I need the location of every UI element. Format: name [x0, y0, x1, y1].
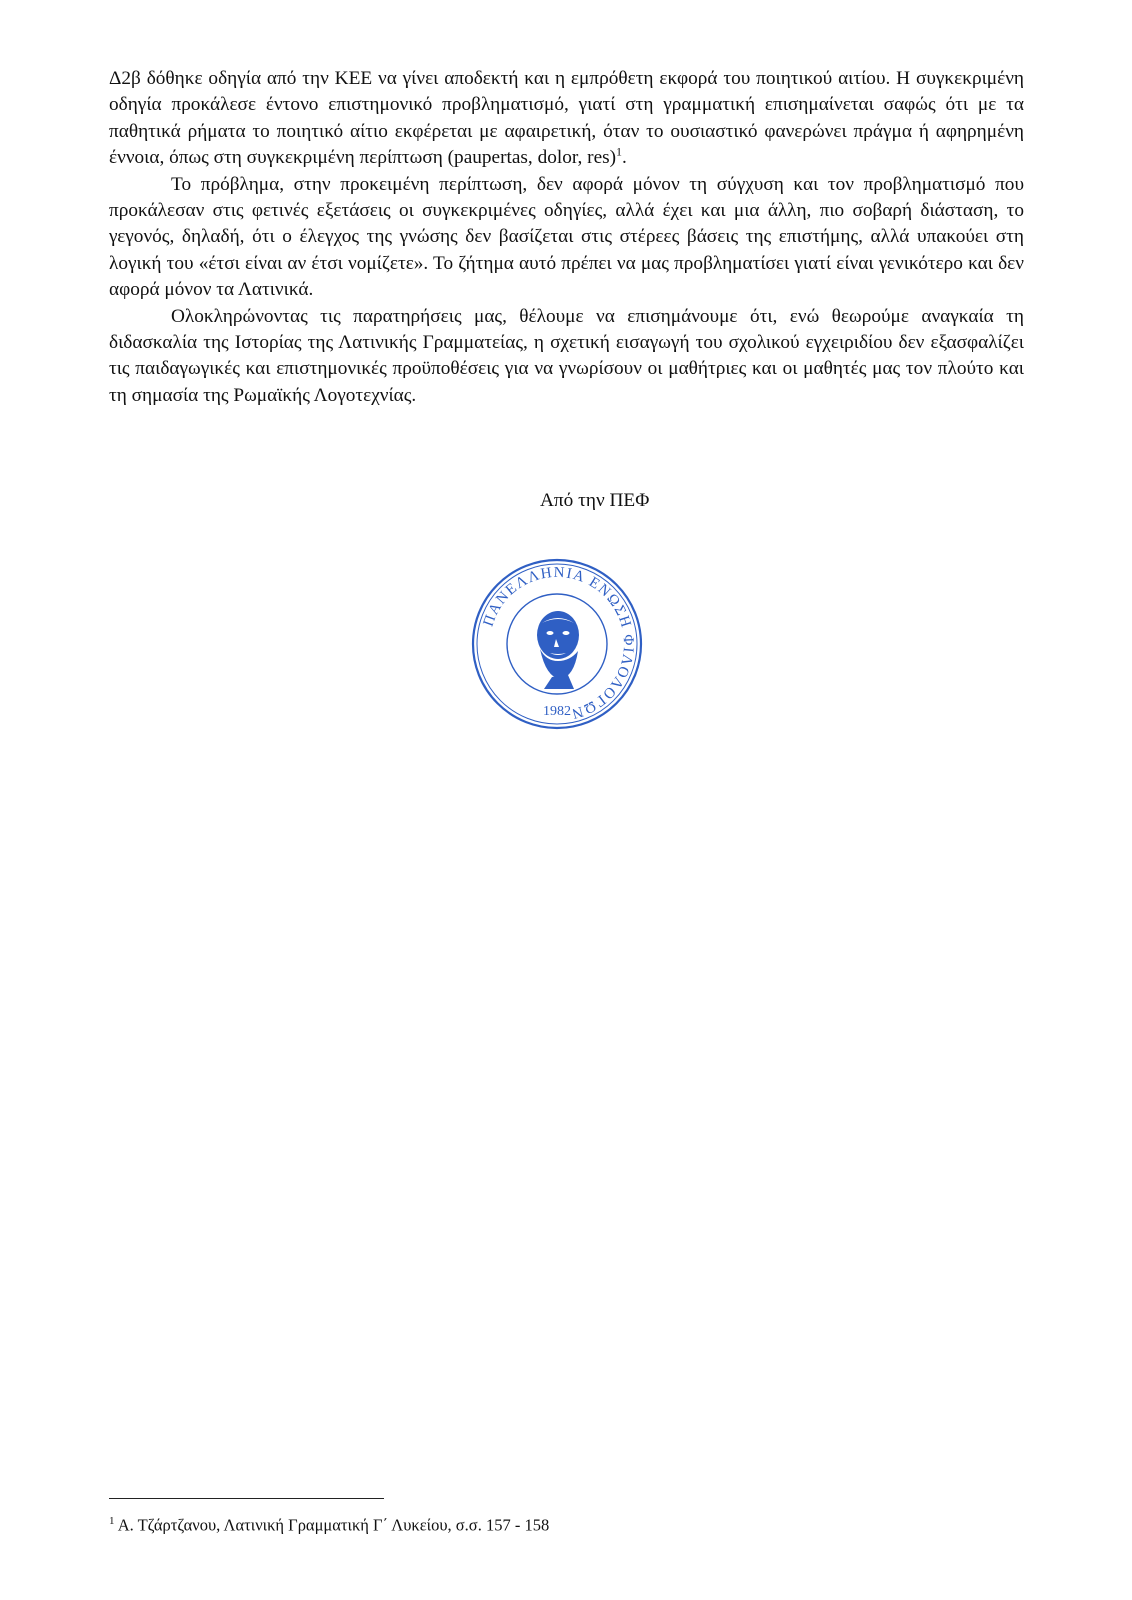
footnote-divider	[109, 1498, 384, 1499]
svg-text:ΠΑΝΕΛΛΗΝΙΑ ΕΝΩΣΗ ΦΙΛΟΛΟΓΩΝ: ΠΑΝΕΛΛΗΝΙΑ ΕΝΩΣΗ ΦΙΛΟΛΟΓΩΝ	[480, 564, 637, 722]
body-text	[109, 66, 1024, 409]
footnote-text: Α. Τζάρτζανου, Λατινική Γραμματική Γ΄ Λυκείου, σ.σ. 157 - 158	[117, 1515, 550, 1535]
paragraph-1-text: Δ2β δόθηκε οδηγία από την ΚΕΕ να γίνει αποδεκτή και η εμπρόθετη εκφορά του ποιητικού αιτίου. Η συγκεκριμένη οδηγία προκάλεσε έντονο επιστημονικό προβληματισμό, γιατί στη γραμματική επισημαίνεται σαφώς ότι με τα παθητικά ρήματα το ποιητικό αίτιο εκφέρεται με αφαιρετική, όταν το ουσιαστικό φανερώνει πράγμα ή αφηρημένη έννοια, όπως στη συγκεκριμένη περίπτωση (paupertas, dolor, res)	[109, 68, 1024, 169]
paragraph-1	[109, 66, 1024, 172]
footnote-reference[interactable]: 1	[616, 144, 623, 159]
footnote-marker: 1	[109, 1515, 115, 1527]
signature-line: Από την ΠΕΦ	[540, 490, 650, 511]
philosopher-head-icon	[537, 611, 579, 689]
stamp-year: 1982	[543, 704, 571, 719]
paragraph-2: Το πρόβλημα, στην προκειμένη περίπτωση, δεν αφορά μόνον τη σύγχυση και τον προβληματισμό που προκάλεσαν στις φετινές εξετάσεις οι συγκεκριμένες οδηγίες, αλλά έχει και μια άλλη, πιο σοβαρή διάσταση, το γεγονός, δηλαδή, ότι ο έλεγχος της γνώσης δεν βασίζεται στις στέρεες βάσεις της επιστήμης, αλλά υπακούει στη λογική του «έτσι είναι αν έτσι νομίζετε». Το ζήτημα αυτό πρέπει να μας προβληματίσει γιατί είναι γενικότερο και δεν αφορά μόνον τα Λατινικά.	[109, 173, 1024, 301]
association-stamp-icon	[470, 557, 644, 731]
paragraph-3: Ολοκληρώνοντας τις παρατηρήσεις μας, θέλουμε να επισημάνουμε ότι, ενώ θεωρούμε αναγκαία τη διδασκαλία της Ιστορίας της Λατινικής Γραμματείας, η σχετική εισαγωγή του σχολικού εγχειριδίου δεν εξασφαλίζει τις παιδαγωγικές και επιστημονικές προϋποθέσεις για να γνωρίσουν οι μαθήτριες και οι μαθητές μας τον πλούτο και τη σημασία της Ρωμαϊκής Λογοτεχνίας.	[109, 305, 1024, 406]
footnote	[109, 1515, 549, 1536]
paragraph-1-end: .	[622, 147, 627, 169]
